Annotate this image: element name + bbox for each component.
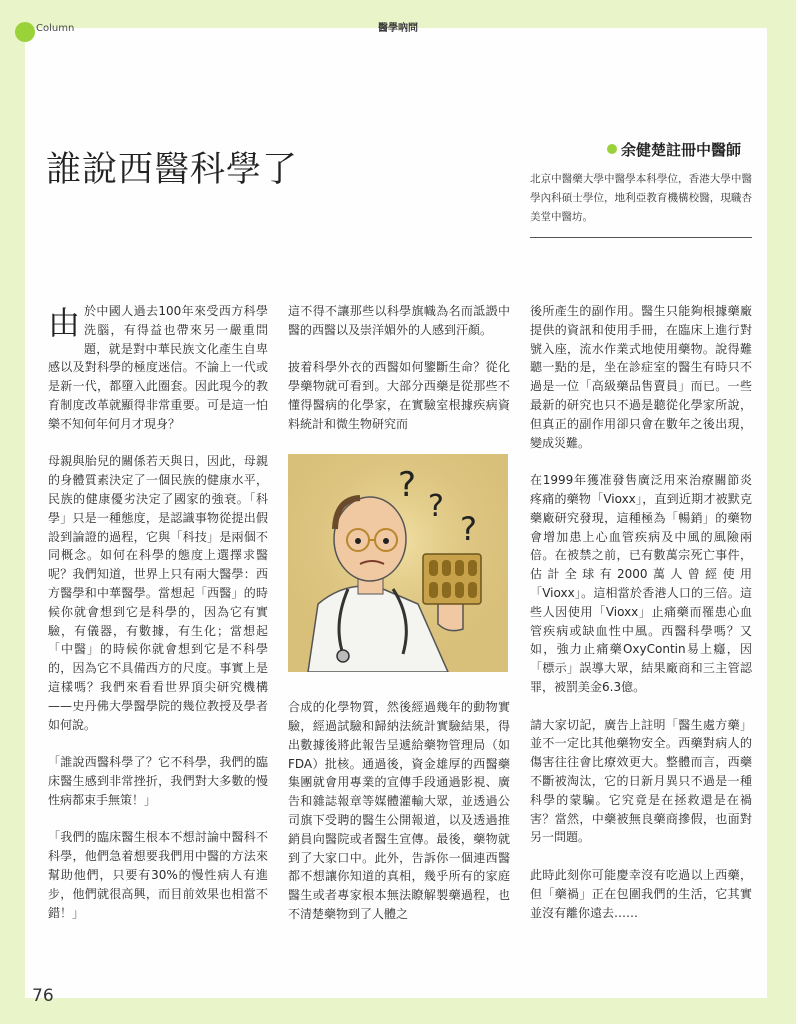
paragraph: 母親與胎兒的關係若天與日，因此，母親的身體質素決定了一個民族的健康水平，民族的健康優劣決定了國家的強衰。「科學」只是一種態度，是認識事物從提出假設到論證的過程，它與「科技」是兩個不同概念。如何在科學的態度上選擇求醫呢？我們知道，世界上只有兩大醫學：西方醫學和中華醫學。當想起「西醫」的時候你就會想到它是科學的，因為它有實驗，有儀器，有數據，有生化；當想起「中醫」的時候你就會想到它是不科學的，因為它不具備西方的尺度。事實上是這樣嗎？我們來看看世界頂尖研究機構——史丹佛大學醫學院的幾位教授及學者如何說。 xyxy=(48,454,268,732)
paragraph: 請大家切記，廣告上註明「醫生處方藥」並不一定比其他藥物安全。西藥對病人的傷害往往會比療效更大。整體而言，西藥不斷被淘汰，它的日新月異只不過是一種科學的蒙騙。它究竟是在拯救還是在禍害？當然，中藥被無良藥商摻假，也面對另一問題。 xyxy=(530,717,752,845)
page-number: 76 xyxy=(32,986,54,1006)
paragraph: 「我們的臨床醫生根本不想討論中醫科不科學，他們急着想要我們用中醫的方法來幫助他們，只要有30%的慢性病人有進步，他們就很高興，而目前效果也相當不錯！」 xyxy=(48,830,268,920)
article-column-1 xyxy=(48,302,268,941)
doctor-illustration xyxy=(288,454,508,672)
paragraph: 此時此刻你可能慶幸沒有吃過以上西藥，但「藥禍」正在包圍我們的生活，它其實並沒有離你遠去…… xyxy=(530,867,752,920)
question-mark: ? xyxy=(428,489,444,525)
paragraph: 這不得不讓那些以科學旗幟為名而詆譭中醫的西醫以及崇洋媚外的人感到汗顏。 xyxy=(288,304,510,337)
paragraph: 在1999年獲准發售廣泛用來治療關節炎疼痛的藥物「Vioxx」，直到近期才被默克藥廠研究發現，這種極為「暢銷」的藥物會增加患上心血管疾病及中風的風險兩倍。在被禁之前，已有數萬宗死亡事件，估計全球有2000萬人曾經使用「Vioxx」。這相當於香港人口的三倍。這些人因使用「Vioxx」止痛藥而罹患心血管疾病或缺血性中風。西醫科學嗎？又如，強力止痛藥OxyContin易上癮，因「標示」誤導大眾，結果廠商和三主管認罪，被罰美金6.3億。 xyxy=(530,473,752,694)
article-column-3 xyxy=(530,302,752,941)
paragraph: 後所產生的副作用。醫生只能夠根據藥廠提供的資訊和使用手冊，在臨床上進行對號入座，流水作業式地使用藥物。說得難聽一點的是，坐在診症室的醫生有時只不過是一位「高級藥品售賣員」而已。一些最新的研究也只不過是聽從化學家所說，但真正的副作用卻只會在數年之後出現，變成災難。 xyxy=(530,304,752,450)
bio-divider xyxy=(530,237,752,238)
drop-cap: 由 xyxy=(48,304,81,342)
running-head: 醫學吶問 xyxy=(378,23,418,34)
author-bio: 北京中醫藥大學中醫學本科學位，香港大學中醫學內科碩士學位，地利亞教育機構校醫，現職杏美堂中醫坊。 xyxy=(530,173,752,223)
author-name: 余健楚註冊中醫師 xyxy=(621,141,742,159)
article-column-2 xyxy=(288,302,510,943)
paragraph: 披着科學外衣的西醫如何鑒斷生命？從化學藥物就可看到。大部分西藥是從那些不懂得醫病的化學家，在實驗室根據疾病資料統計和微生物研究而 xyxy=(288,360,510,431)
paragraph: 合成的化學物質，然後經過幾年的動物實驗，經過試驗和歸納法統計實驗結果，得出數據後將此報告呈遞給藥物管理局（如FDA）批核。通過後，資金雄厚的西醫藥集團就會用專業的宣傳手段通過影視、廣告和雜誌報章等媒體灌輸大眾，並透過公司旗下受聘的醫生公開報道，以及透過推銷員向醫院或者醫生宣傳。最後，藥物就到了大家口中。此外，告訴你一個連西醫都不想讓你知道的真相，幾乎所有的家庭醫生或者專家根本無法瞭解製藥過程，也不清楚藥物到了人體之 xyxy=(288,700,510,921)
article-title: 誰說西醫科學了 xyxy=(46,150,299,190)
question-mark: ? xyxy=(460,510,477,549)
paragraph xyxy=(48,302,268,434)
question-mark: ? xyxy=(398,465,417,506)
author-line xyxy=(607,139,741,160)
paragraph: 「誰說西醫科學了？它不科學，我們的臨床醫生感到非常挫折，我們對大多數的慢性病都束手無策！」 xyxy=(48,755,268,807)
paragraph-text: 於中國人過去100年來受西方科學洗腦，有得益也帶來另一嚴重問題，就是對中華民族文化產生自卑感以及對科學的極度迷信。不論上一代或是新一代，都墮入此圈套。因此現今的教育制度改革就顯得非常重要。可是這一怕樂不知何年何月才現身？ xyxy=(48,304,268,431)
author-dot-icon xyxy=(607,144,617,154)
column-label: Column xyxy=(36,23,75,34)
